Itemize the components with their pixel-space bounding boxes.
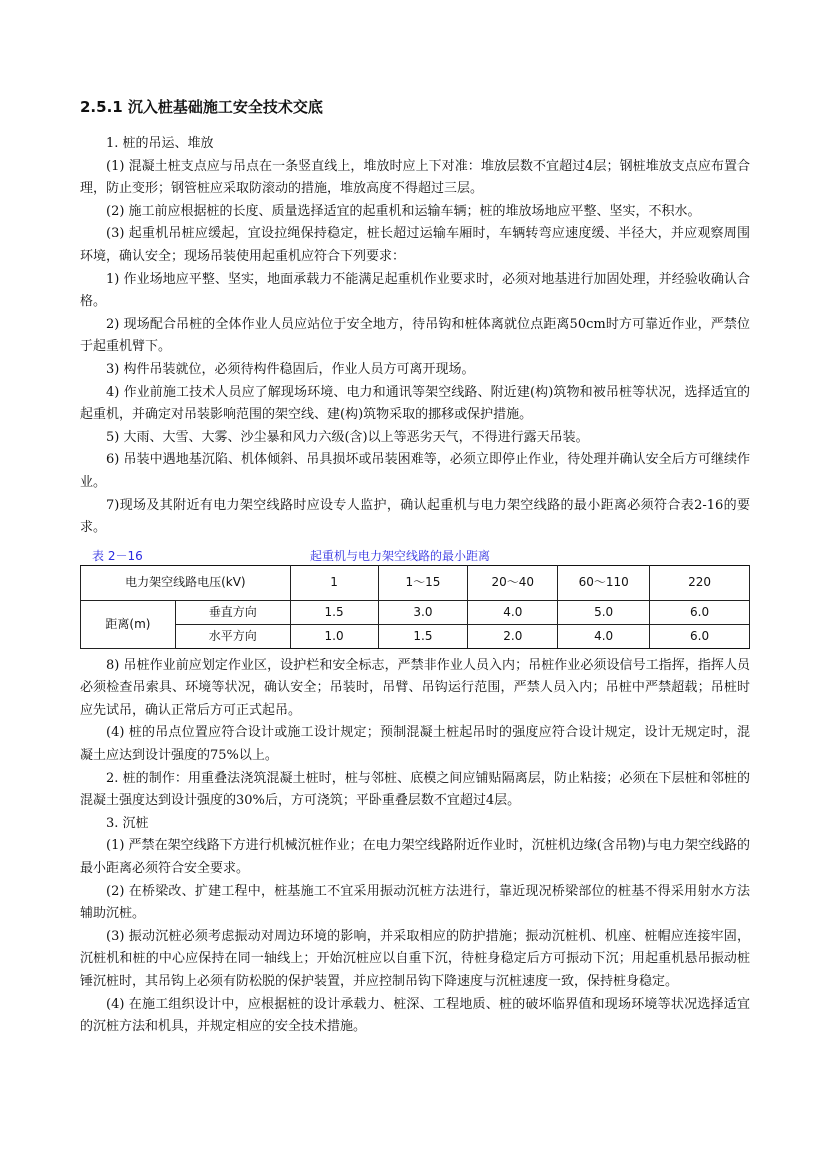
paragraph: (1) 混凝土桩支点应与吊点在一条竖直线上，堆放时应上下对准：堆放层数不宜超过4层；钢桩堆放支点应布置合理，防止变形；钢管桩应采取防滚动的措施，堆放高度不得超过三层。 [80, 158, 750, 197]
paragraph: 1) 作业场地应平整、坚实，地面承载力不能满足起重机作业要求时，必须对地基进行加固处理，并经验收确认合格。 [80, 271, 750, 310]
voltage-cell: 1～15 [378, 565, 468, 600]
paragraph: 7)现场及其附近有电力架空线路时应设专人监护，确认起重机与电力架空线路的最小距离必须符合表2-16的要求。 [80, 497, 750, 536]
paragraph: (1) 严禁在架空线路下方进行机械沉桩作业；在电力架空线路附近作业时，沉桩机边缘(含吊物)与电力架空线路的最小距离必须符合安全要求。 [80, 838, 750, 877]
paragraph: (2) 在桥梁改、扩建工程中，桩基施工不宜采用振动沉桩方法进行，靠近现况桥梁部位的桩基不得采用射水方法辅助沉桩。 [80, 883, 750, 922]
distance-cell: 5.0 [558, 600, 650, 624]
voltage-cell: 220 [650, 565, 750, 600]
table-caption [80, 543, 750, 565]
paragraph: 6) 吊装中遇地基沉陷、机体倾斜、吊具损坏或吊装困难等，必须立即停止作业，待处理并确认安全后方可继续作业。 [80, 452, 750, 490]
voltage-cell: 20～40 [468, 565, 558, 600]
distance-cell: 6.0 [650, 600, 750, 624]
paragraph: 1. 桩的吊运、堆放 [106, 136, 214, 151]
distance-table-block [80, 543, 750, 649]
document-body [80, 133, 750, 1039]
table-row [81, 600, 750, 624]
paragraph: 8) 吊桩作业前应划定作业区，设护栏和安全标志，严禁非作业人员入内；吊桩作业必须设信号工指挥，指挥人员必须检查吊索具、环境等状况，确认安全；吊装时，吊臂、吊钩运行范围，严禁人员入内；吊桩中严禁超载；吊桩时应先试吊，确认正常后方可正式起吊。 [80, 657, 750, 718]
paragraph: (4) 在施工组织设计中，应根据桩的设计承载力、桩深、工程地质、桩的破坏临界值和现场环境等状况选择适宜的沉桩方法和机具，并规定相应的安全技术措施。 [80, 996, 750, 1035]
distance-cell: 1.0 [290, 624, 378, 648]
section-title: 2.5.1 沉入桩基础施工安全技术交底 [80, 98, 323, 116]
distance-cell: 1.5 [290, 600, 378, 624]
table-row [81, 624, 750, 648]
paragraph: 2) 现场配合吊桩的全体作业人员应站位于安全地方，待吊钩和桩体离就位点距离50cm时方可靠近作业，严禁位于起重机臂下。 [80, 316, 750, 355]
table-number: 表 2－16 [92, 548, 143, 563]
distance-cell: 6.0 [650, 624, 750, 648]
voltage-cell: 60～110 [558, 565, 650, 600]
direction-cell: 水平方向 [175, 624, 290, 648]
paragraph: 5) 大雨、大雪、大雾、沙尘暴和风力六级(含)以上等恶劣天气，不得进行露天吊装。 [106, 429, 589, 445]
distance-table [80, 565, 750, 649]
paragraph: 4) 作业前施工技术人员应了解现场环境、电力和通讯等架空线路、附近建(构)筑物和被吊桩等状况，选择适宜的起重机，并确定对吊装影响范围的架空线、建(构)筑物采取的挪移或保护措施。 [80, 384, 750, 423]
direction-cell: 垂直方向 [175, 600, 290, 624]
distance-header: 距离(m) [81, 600, 176, 648]
paragraph: (4) 桩的吊点位置应符合设计或施工设计规定；预制混凝土桩起吊时的强度应符合设计规定，设计无规定时，混凝土应达到设计强度的75%以上。 [80, 725, 750, 764]
voltage-cell: 1 [290, 565, 378, 600]
paragraph: 3) 构件吊装就位，必须待构件稳固后，作业人员方可离开现场。 [106, 361, 475, 377]
distance-cell: 1.5 [378, 624, 468, 648]
distance-cell: 4.0 [558, 624, 650, 648]
table-header-row [81, 565, 750, 600]
distance-cell: 3.0 [378, 600, 468, 624]
paragraph: (2) 施工前应根据桩的长度、质量选择适宜的起重机和运输车辆；桩的堆放场地应平整、坚实，不积水。 [106, 203, 701, 219]
distance-cell: 4.0 [468, 600, 558, 624]
paragraph: 3. 沉桩 [106, 815, 149, 831]
paragraph: 2. 桩的制作：用重叠法浇筑混凝土桩时，桩与邻桩、底模之间应铺贴隔离层，防止粘接；必须在下层桩和邻桩的混凝土强度达到设计强度的30%后，方可浇筑；平卧重叠层数不宜超过4层。 [80, 770, 750, 809]
voltage-header: 电力架空线路电压(kV) [81, 565, 291, 600]
paragraph: (3) 起重机吊桩应缓起，宜设拉绳保持稳定，桩长超过运输车厢时，车辆转弯应速度缓、半径大，并应观察周围环境，确认安全；现场吊装使用起重机应符合下列要求： [80, 226, 750, 264]
table-title: 起重机与电力架空线路的最小距离 [310, 548, 491, 563]
distance-cell: 2.0 [468, 624, 558, 648]
paragraph: (3) 振动沉桩必须考虑振动对周边环境的影响，并采取相应的防护措施；振动沉桩机、机座、桩帽应连接牢固，沉桩机和桩的中心应保持在同一轴线上；开始沉桩应以自重下沉，待桩身稳定后方可振动下沉；用起重机悬吊振动桩锤沉桩时，其吊钩上必须有防松脱的保护装置，并应控制吊钩下降速度与沉桩速度一致，保持桩身稳定。 [80, 928, 750, 989]
